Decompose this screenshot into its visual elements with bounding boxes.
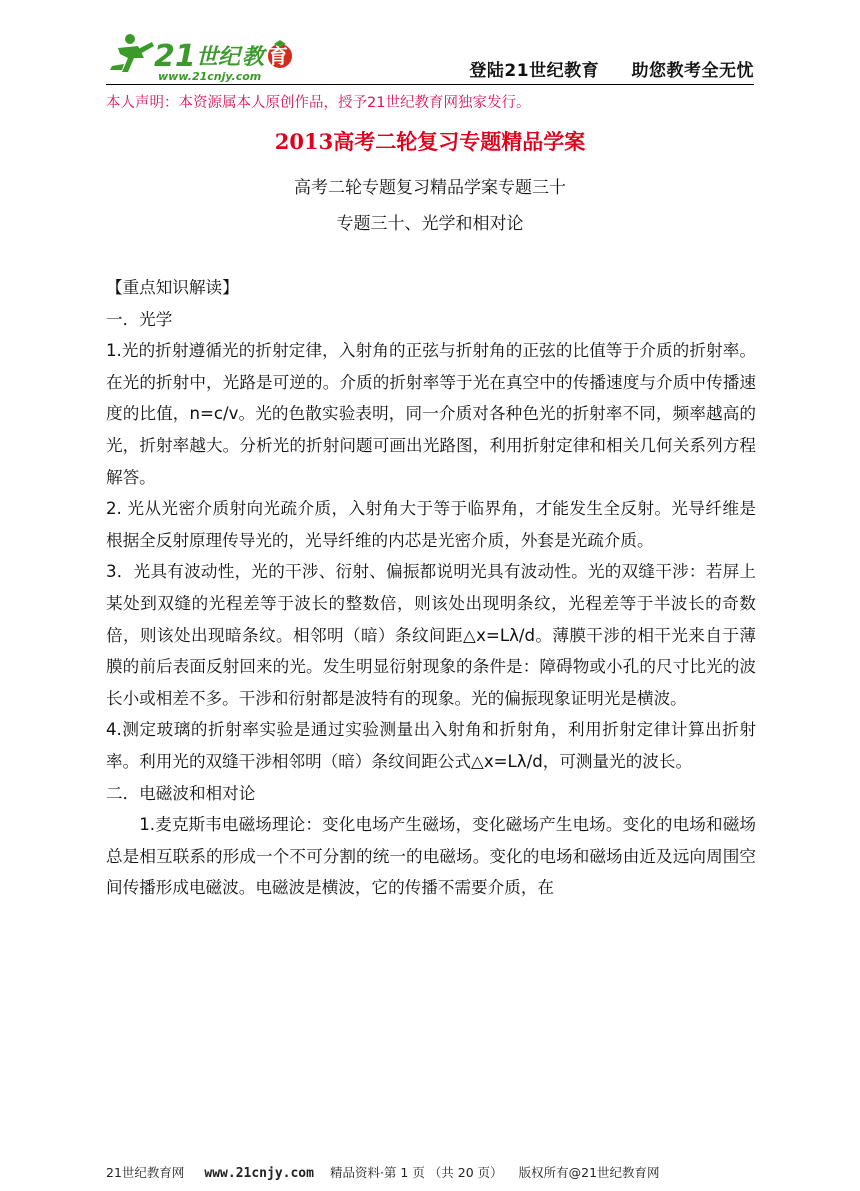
footer-page-info: 精品资料·第 1 页 （共 20 页）: [329, 1165, 503, 1180]
svg-text:教: 教: [242, 45, 265, 70]
svg-text:育: 育: [268, 44, 288, 68]
svg-text:21: 21: [154, 39, 196, 74]
author-declaration: 本人声明：本资源属本人原创作品，授予21世纪教育网独家发行。: [106, 95, 531, 111]
slogan-right: 助您教考全无忧: [631, 61, 754, 81]
paragraph-total-reflection: 2. 光从光密介质射向光疏介质，入射角大于等于临界角，才能发生全反射。光导纤维是根据全反射原理传导光的，光导纤维的内芯是光密介质，外套是光疏介质。: [106, 499, 756, 550]
document-body: [106, 272, 756, 904]
footer-site-name: 21世纪教育网: [106, 1165, 185, 1180]
paragraph-refraction: 1.光的折射遵循光的折射定律，入射角的正弦与折射角的正弦的比值等于介质的折射率。在光的折射中，光路是可逆的。介质的折射率等于光在真空中的传播速度与介质中传播速度的比值，n=c/v。光的色散实验表明，同一介质对各种色光的折射率不同，频率越高的光，折射率越大。分析光的折射问题可画出光路图，利用折射定律和相关几何关系列方程解答。: [106, 341, 756, 487]
header-slogan: [443, 56, 754, 81]
paragraph-experiment: 4.测定玻璃的折射率实验是通过实验测量出入射角和折射角，利用折射定律计算出折射率。利用光的双缝干涉相邻明（暗）条纹间距公式△x=Lλ/d，可测量光的波长。: [106, 720, 756, 771]
document-title: 2013高考二轮复习专题精品学案: [274, 129, 586, 154]
section-heading: 【重点知识解读】: [106, 278, 239, 297]
subtitle-series: 高考二轮专题复习精品学案专题三十: [294, 178, 566, 198]
section-optics-title: 一．光学: [106, 309, 173, 329]
21cnjy-logo: [108, 28, 308, 84]
footer-copyright: 版权所有@21世纪教育网: [518, 1165, 660, 1180]
page-footer: [106, 1163, 760, 1181]
svg-text:世纪: 世纪: [196, 45, 241, 70]
paragraph-wave-nature: 3．光具有波动性，光的干涉、衍射、偏振都说明光具有波动性。光的双缝干涉：若屏上某处到双缝的光程差等于波长的整数倍，则该处出现明条纹，光程差等于半波长的奇数倍，则该处出现暗条纹。相邻明（暗）条纹间距△x=Lλ/d。薄膜干涉的相干光来自于薄膜的前后表面反射回来的光。发生明显衍射现象的条件是：障碍物或小孔的尺寸比光的波长小或相差不多。干涉和衍射都是波特有的现象。光的偏振现象证明光是横波。: [106, 562, 756, 708]
svg-text:www.21cnjy.com: www.21cnjy.com: [158, 70, 262, 83]
footer-url[interactable]: www.21cnjy.com: [204, 1166, 314, 1181]
slogan-left: 登陆21世纪教育: [469, 61, 600, 81]
header-divider: [106, 84, 754, 85]
section-em-title: 二．电磁波和相对论: [106, 783, 256, 803]
subtitle-topic: 专题三十、光学和相对论: [336, 214, 524, 234]
paragraph-maxwell: 1.麦克斯韦电磁场理论：变化电场产生磁场，变化磁场产生电场。变化的电场和磁场总是相互联系的形成一个不可分割的统一的电磁场。变化的电场和磁场由近及远向周围空间传播形成电磁波。电磁波是横波，它的传播不需要介质，在: [106, 815, 756, 898]
